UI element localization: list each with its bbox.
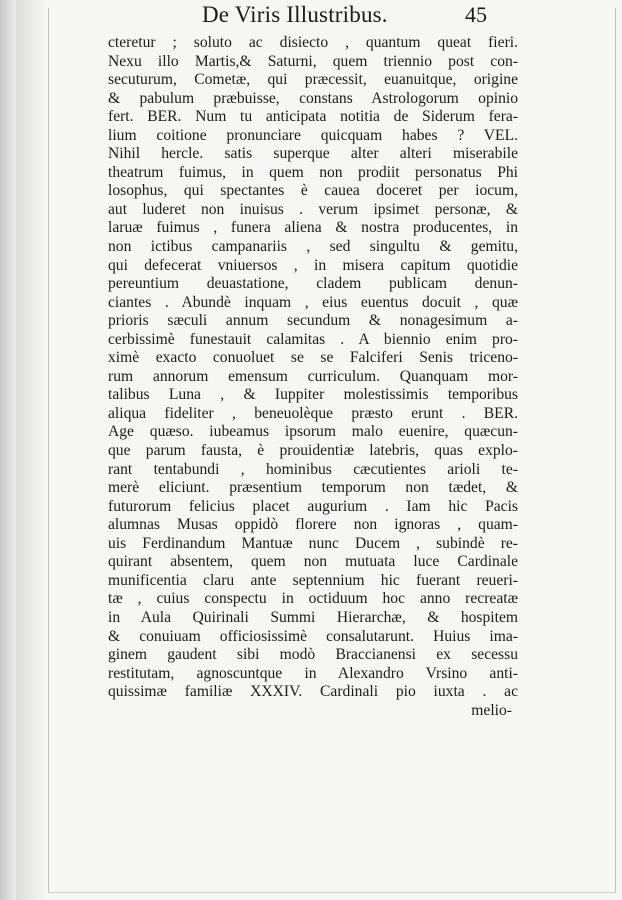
text-line: pereuntium deuastatione, cladem publicam denun- (108, 275, 518, 293)
page-number: 45 (465, 2, 487, 27)
text-line: quissimæ familiæ XXXIV. Cardinali pio iuxta . ac (108, 683, 518, 701)
text-line: cerbissimè funestauit calamitas . A biennio enim pro- (108, 330, 518, 348)
text-line: Nihil hercle. satis superque alter alteri miserabile (108, 145, 518, 163)
running-title: De Viris Illustribus. (202, 2, 388, 27)
text-line: qui defecerat vniuersos , in misera capitum quotidie (108, 256, 518, 274)
text-line: secuturum, Cometæ, qui præcessit, euanuitque, origine (108, 71, 518, 89)
text-line: rum annorum emensum curriculum. Quanquam mor- (108, 367, 518, 385)
text-line: in Aula Quirinali Summi Hierarchæ, & hospitem (108, 608, 518, 626)
body-text (108, 34, 518, 720)
page-binding-edge (0, 0, 16, 900)
text-line: rant tentabundi , hominibus cæcutientes arioli te- (108, 460, 518, 478)
text-line: ximè exacto conuoluet se se Falciferi Senis triceno- (108, 349, 518, 367)
text-line: tæ , cuius conspectu in octiduum hoc anno recreatæ (108, 590, 518, 608)
text-line: non ictibus campanariis , sed singultu & gemitu, (108, 238, 518, 256)
text-line: uis Ferdinandum Mantuæ nunc Ducem , subindè re- (108, 534, 518, 552)
text-line: ciantes . Abundè inquam , eius euentus docuit , quæ (108, 293, 518, 311)
text-line: aliqua fideliter , beneuolèque præsto erunt . BER. (108, 404, 518, 422)
text-line: Age quæso. iubeamus ipsorum malo euenire, quæcun- (108, 423, 518, 441)
text-line: prioris sæculi annum secundum & nonagesimum a- (108, 312, 518, 330)
text-line: que parum fausta, è prouidentiæ latebris, quas explo- (108, 442, 518, 460)
text-line: Nexu illo Martis,& Saturni, quem triennio post con- (108, 52, 518, 70)
text-line: aut luderet non inuisus . verum ipsimet personæ, & (108, 200, 518, 218)
catchword: melio- (471, 701, 512, 719)
page-gutter-shadow (16, 0, 46, 900)
text-line: & conuiuam officiosissimè consalutarunt. Huius ima- (108, 627, 518, 645)
text-line: losophus, qui spectantes è cauea doceret per iocum, (108, 182, 518, 200)
text-line: talibus Luna , & Iuppiter molestissimis temporibus (108, 386, 518, 404)
text-line: alumnas Musas oppidò florere non ignoras , quam- (108, 516, 518, 534)
text-line: futurorum felicius placet augurium . Iam hic Pacis (108, 497, 518, 515)
page-header (0, 0, 622, 30)
text-line: cteretur ; soluto ac disiecto , quantum queat fieri. (108, 34, 518, 51)
text-line: merè eliciunt. præsentium temporum non tædet, & (108, 479, 518, 497)
text-line: fert. BER. Num tu anticipata notitia de Siderum fera- (108, 108, 518, 126)
text-line: & pabulum præbuisse, constans Astrologorum opinio (108, 89, 518, 107)
text-line: restitutam, agnoscuntque in Alexandro Vrsino anti- (108, 664, 518, 682)
text-line: lium coitione pronunciare quicquam habes ? VEL. (108, 126, 518, 144)
text-line: munificentia claru ante septennium hic fuerant reueri- (108, 571, 518, 589)
text-line: laruæ fuimus , funera aliena & nostra producentes, in (108, 219, 518, 237)
text-line: quirant absentem, quem non mutuata luce Cardinale (108, 553, 518, 571)
text-line: ginem gaudent sibi modò Braccianensi ex secessu (108, 646, 518, 664)
text-line: theatrum fuimus, in quem non prodiit personatus Phi (108, 163, 518, 181)
